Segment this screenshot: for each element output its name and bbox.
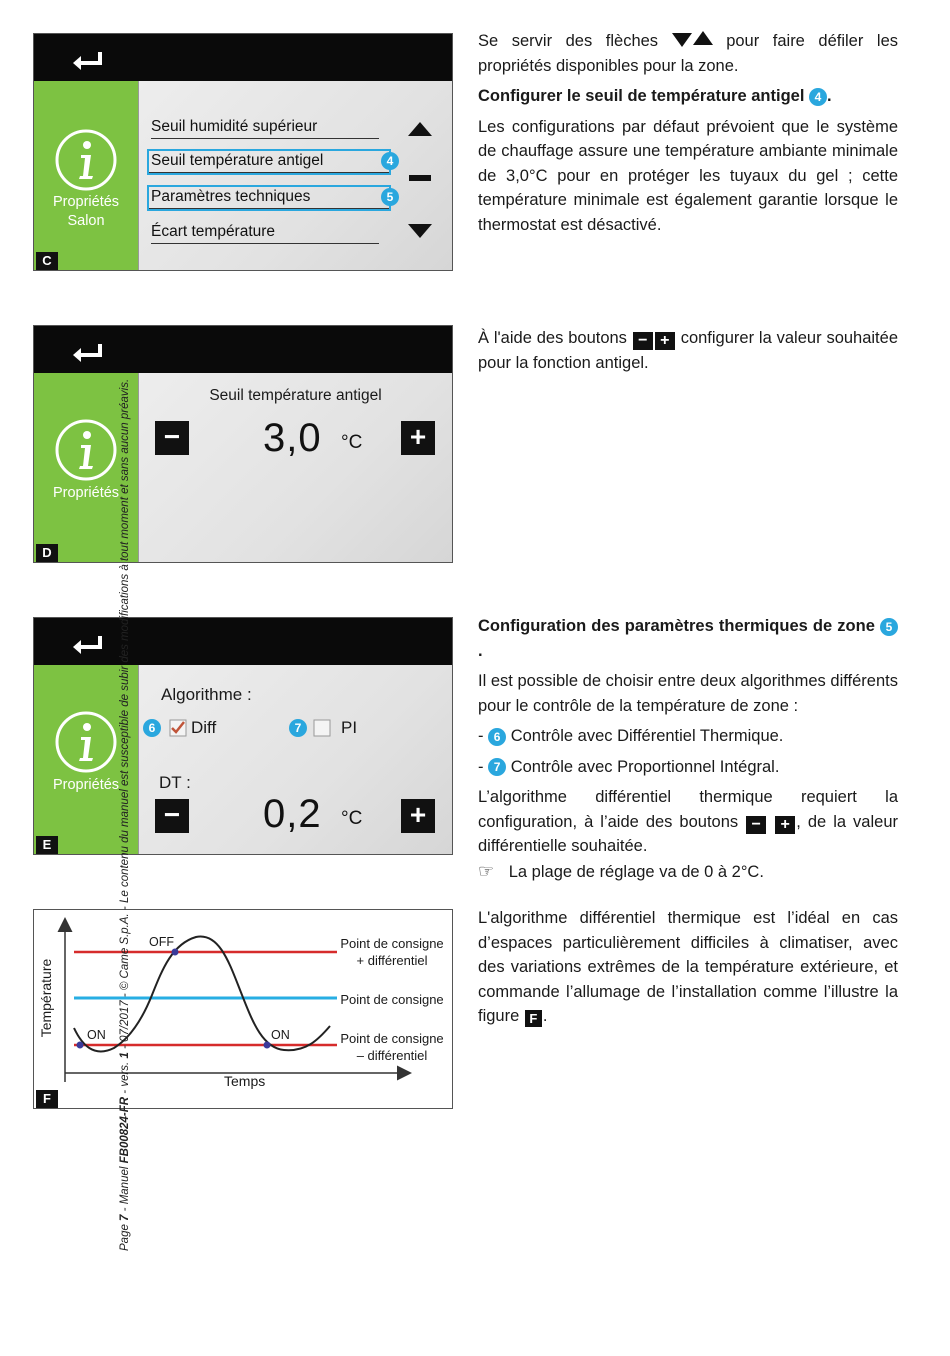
text-run: L’algorithme différentiel thermique requiert la configuration, à l’aide des boutons [478,788,898,831]
list-item-text: Contrôle avec Proportionnel Intégral. [510,757,780,776]
text-run: Se servir des flèches [478,32,659,50]
manual-word: - Manuel [119,1166,131,1212]
paragraph-algorithms: Il est possible de choisir entre deux algorithmes différents pour le contrôle de la température de zone : [478,672,898,715]
text-block-f [478,906,898,1035]
legend-setpoint-plus-line1: Point de consigne [340,936,444,951]
menu-item-temp-gap[interactable] [151,222,379,244]
menu-item-antifreeze[interactable] [149,151,389,173]
minus-button[interactable]: − [155,421,189,455]
page-number: 7 [119,1214,131,1221]
plus-button[interactable]: + [401,799,435,833]
heading-thermal-params: Configuration des paramètres thermiques de zone 5. [478,614,898,663]
callout-badge-4: 4 [381,152,399,170]
y-axis-label: Température [38,958,54,1038]
green-label-line2: Salon [67,213,105,229]
properties-sidebar [34,81,138,270]
temperature-curve [74,936,330,1051]
list-item-pi: - 7 Contrôle avec Proportionnel Intégral. [478,757,780,776]
off-label: OFF [149,935,174,949]
minus-button[interactable]: − [155,799,189,833]
panel-c-screen [33,33,453,271]
text-run: . [542,1007,548,1025]
arrow-up-icon [693,31,713,45]
version-number: 1 [119,1052,131,1059]
menu-item-label: Seuil température antigel [151,152,324,169]
dt-label: DT : [159,773,191,792]
page-word: Page [119,1224,131,1251]
unit-label: °C [341,432,363,453]
text-run: L'algorithme différentiel thermique est l’idéal en cas d’espaces particulièrement difficiles à climatiser, avec des variations extrêmes de la température extérieure, et commande l’allumage de l’installation comme l’illustre la figure [478,909,898,1025]
callout-badge-4: 4 [809,88,827,106]
note-range [478,859,898,885]
heading-antifreeze: Configurer le seuil de température antigel 4 . [478,87,832,105]
menu-item-humidity[interactable] [151,117,379,139]
legend-setpoint-minus-line1: Point de consigne [340,1031,444,1046]
paragraph-differential [478,785,898,859]
paragraph-figure-f [478,906,898,1029]
callout-badge-5: 5 [381,188,399,206]
figure-f-diagram [33,909,453,1109]
figure-letter-f: F [36,1090,58,1108]
info-icon [54,418,118,482]
off-point-marker [172,949,179,956]
text-run: À l'aide des boutons [478,329,627,347]
back-arrow-icon[interactable] [70,49,106,75]
copyright-notice: - 07/2017 - © Came S.p.A. - Le contenu du manuel est susceptible de subir des modifications à tout moment et sans aucun préavis. [119,378,131,1049]
callout-badge-6: 6 [143,719,161,737]
text-block-c [478,29,898,243]
arrow-down-icon[interactable] [407,223,433,239]
info-icon [54,128,118,192]
menu-item-label: Écart température [151,223,276,240]
figure-letter-c: C [36,252,58,270]
algorithm-label: Algorithme : [161,685,252,704]
x-axis-label: Temps [224,1073,266,1089]
legend-setpoint-minus-line2: – différentiel [356,1048,428,1063]
note-text: La plage de réglage va de 0 à 2°C. [508,862,764,881]
green-label-line1: Propriétés [52,194,120,210]
arrow-down-icon [672,33,692,47]
on-label-2: ON [271,1028,290,1042]
text-run: configurer la valeur souhaitée pour la fonction antigel. [478,329,898,372]
back-arrow-icon[interactable] [70,633,106,659]
algorithm-editor [138,665,452,854]
footer-vertical [119,378,131,1251]
diff-checkbox-checked-icon[interactable] [169,719,187,737]
plus-icon: + [655,332,675,350]
minus-dash-icon [409,174,431,182]
editor-title: Seuil température antigel [209,387,382,404]
callout-badge-7: 7 [488,758,506,776]
arrow-up-icon[interactable] [407,121,433,137]
green-label: Propriétés [52,485,120,501]
on-point-marker-1 [77,1042,84,1049]
list-item-diff: - 6 Contrôle avec Différentiel Thermique. [478,727,784,745]
paragraph-arrows [478,29,898,78]
figure-ref-f: F [525,1010,542,1027]
value-editor [138,373,452,562]
back-arrow-icon[interactable] [70,341,106,367]
heading-text: Configuration des paramètres thermiques de zone [478,617,875,635]
info-icon [54,710,118,774]
text-run: pour faire défiler les propriétés disponibles pour la zone. [478,32,898,75]
text-block-e [478,614,898,890]
pi-checkbox-icon[interactable] [313,719,331,737]
callout-badge-6: 6 [488,728,506,746]
list-item-text: Contrôle avec Différentiel Thermique. [510,727,784,745]
top-bar [34,618,452,665]
legend-setpoint-minus [334,1030,450,1064]
manual-code: FB00824-FR [119,1096,131,1164]
paragraph-buttons [478,326,898,375]
minus-icon: − [633,332,653,350]
figure-letter-e: E [36,836,58,854]
pi-option-label[interactable]: PI [341,718,358,737]
panel-e-screen [33,617,453,855]
menu-item-label: Seuil humidité supérieur [151,118,318,135]
top-bar [34,326,452,373]
on-point-marker-2 [264,1042,271,1049]
value-display: 0,2 [263,792,322,836]
version-word: - vers. [119,1061,131,1094]
pointing-hand-icon: ☞ [478,860,495,881]
on-label-1: ON [87,1028,106,1042]
figure-letter-d: D [36,544,58,562]
panel-d-screen [33,325,453,563]
legend-setpoint-plus-line2: + différentiel [356,953,428,968]
menu-item-label: Paramètres techniques [151,188,311,205]
menu-list [138,81,452,270]
callout-badge-5: 5 [880,618,898,636]
heading-text: Configurer le seuil de température antigel [478,87,805,105]
minus-icon: − [746,816,766,834]
unit-label: °C [341,808,363,829]
legend-setpoint-plus [334,935,450,969]
legend-setpoint: Point de consigne [340,992,444,1007]
text-block-d [478,326,898,381]
plus-button[interactable]: + [401,421,435,455]
diff-option-label[interactable]: Diff [191,718,217,737]
menu-item-technical[interactable] [149,187,389,209]
text-run: , de la valeur différentielle souhaitée. [478,812,898,855]
top-bar [34,34,452,81]
value-display: 3,0 [263,416,322,460]
plus-icon: + [775,816,795,834]
green-label: Propriétés [52,777,120,793]
callout-badge-7: 7 [289,719,307,737]
paragraph-antifreeze: Les configurations par défaut prévoient que le système de chauffage assure une température ambiante minimale de 3,0°C pour en protéger les tuyaux du gel ; cette température minimale est également garantie lorsque le thermostat est désactivé. [478,117,898,234]
